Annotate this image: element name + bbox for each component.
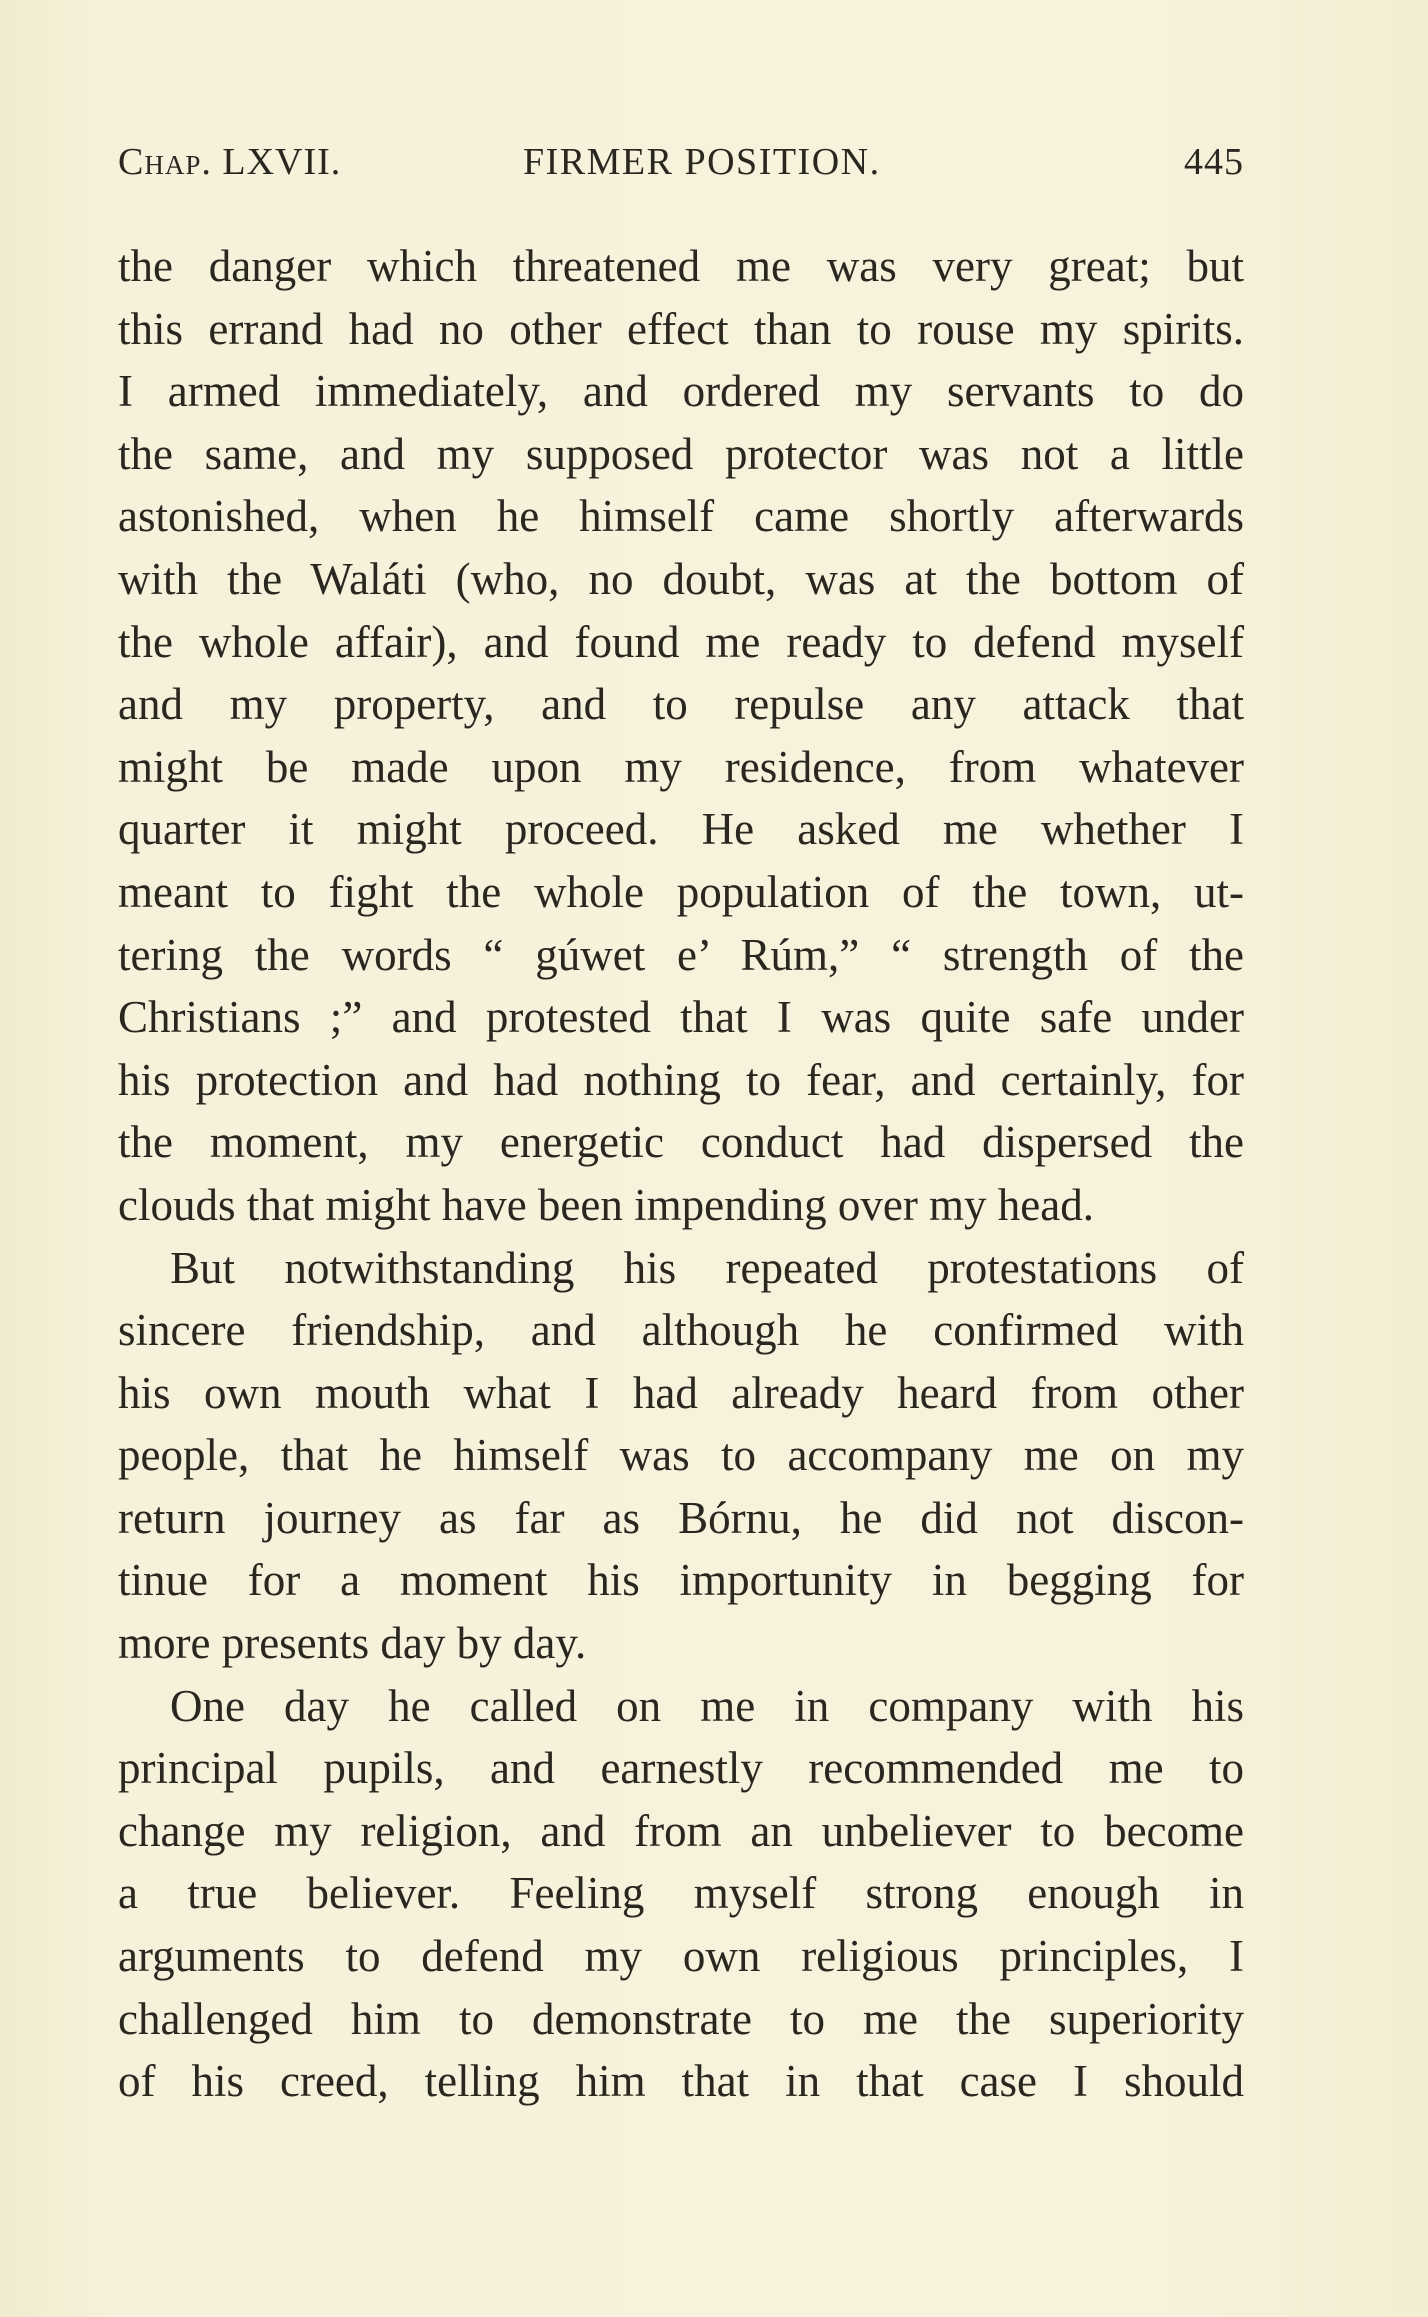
text-line: quarter it might proceed. He asked me whether I bbox=[118, 804, 1244, 855]
text-line: tering the words “ gúwet e’ Rúm,” “ strength of the bbox=[118, 929, 1244, 980]
body-text bbox=[118, 235, 1244, 2113]
text-line: challenged him to demonstrate to me the superiority bbox=[118, 1993, 1244, 2044]
text-line: I armed immediately, and ordered my servants to do bbox=[118, 366, 1244, 417]
text-line: tinue for a moment his importunity in begging for bbox=[118, 1555, 1244, 1606]
text-line: One day he called on me in company with his bbox=[170, 1680, 1244, 1731]
page-number: 445 bbox=[1184, 141, 1244, 183]
chapter-label: Chap. LXVII. bbox=[118, 141, 342, 183]
text-line: the danger which threatened me was very great; but bbox=[118, 241, 1244, 291]
text-line: meant to fight the whole population of the town, ut- bbox=[118, 866, 1244, 917]
text-line: of his creed, telling him that in that case I should bbox=[118, 2056, 1244, 2107]
text-line: the moment, my energetic conduct had dispersed the bbox=[118, 1117, 1244, 1168]
text-line: and my property, and to repulse any attack that bbox=[118, 679, 1244, 730]
text-line: astonished, when he himself came shortly afterwards bbox=[118, 491, 1244, 542]
text-line: the same, and my supposed protector was not a little bbox=[118, 428, 1244, 479]
text-line: people, that he himself was to accompany me on my bbox=[118, 1430, 1244, 1481]
text-line: clouds that might have been impending over my head. bbox=[118, 1179, 1095, 1230]
text-line: might be made upon my residence, from whatever bbox=[118, 741, 1244, 792]
text-line: the whole affair), and found me ready to defend myself bbox=[118, 616, 1244, 667]
text-line: more presents day by day. bbox=[118, 1618, 587, 1669]
text-line: a true believer. Feeling myself strong enough in bbox=[118, 1868, 1244, 1919]
text-line: with the Waláti (who, no doubt, was at the bottom of bbox=[118, 553, 1244, 604]
running-head bbox=[118, 140, 1244, 190]
text-line: his protection and had nothing to fear, and certainly, for bbox=[118, 1054, 1244, 1105]
text-line: principal pupils, and earnestly recommended me to bbox=[118, 1743, 1244, 1794]
text-line: change my religion, and from an unbeliever to become bbox=[118, 1805, 1244, 1856]
text-line: this errand had no other effect than to rouse my spirits. bbox=[118, 303, 1244, 354]
text-line: sincere friendship, and although he confirmed with bbox=[118, 1305, 1244, 1356]
text-line: But notwithstanding his repeated protestations of bbox=[170, 1242, 1244, 1293]
running-title: FIRMER POSITION. bbox=[523, 141, 881, 183]
text-line: Christians ;” and protested that I was quite safe under bbox=[118, 992, 1244, 1043]
text-line: return journey as far as Bórnu, he did not discon- bbox=[118, 1492, 1244, 1543]
text-line: arguments to defend my own religious principles, I bbox=[118, 1931, 1244, 1982]
text-line: his own mouth what I had already heard from other bbox=[118, 1367, 1244, 1418]
